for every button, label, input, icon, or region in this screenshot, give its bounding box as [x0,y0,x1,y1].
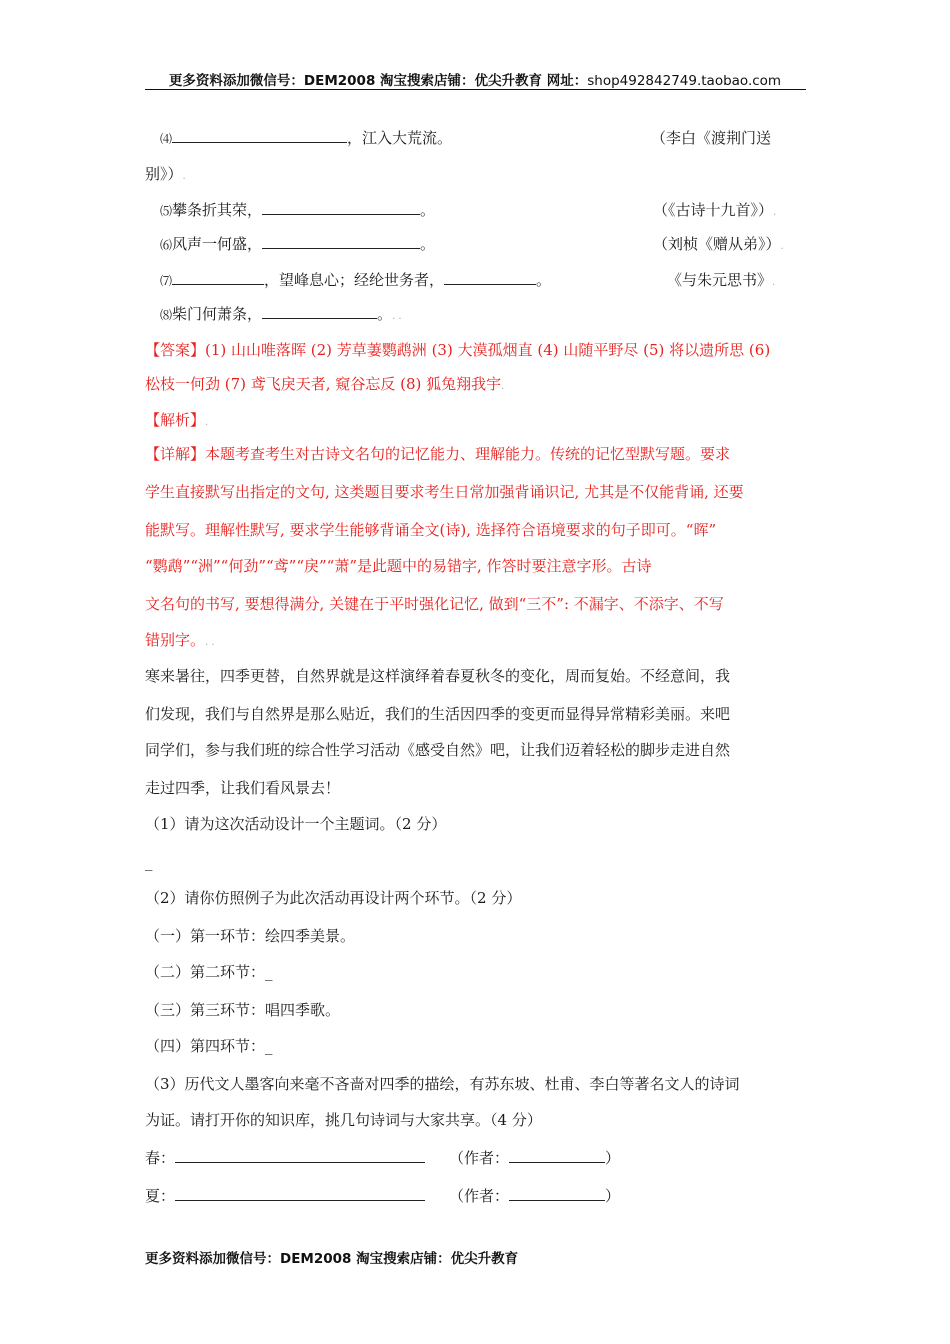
answer-blank [172,270,264,285]
detail-line-2: 学生直接默写出指定的文句, 这类题目要求考生日常加强背诵识记, 尤其是不仅能背诵, 还要 [145,483,744,501]
author-blank [509,1148,605,1163]
author-close: ） [605,1187,621,1205]
summer-label: 夏： [145,1187,176,1205]
answer-blank [444,270,536,285]
summer-row [145,1186,620,1206]
answer-blank [262,234,420,249]
item-text-end: 。 [377,305,393,323]
detail-line-1: 【详解】本题考查考生对古诗文名句的记忆能力、理解能力。传统的记忆型默写题。要求 [145,445,731,463]
format-mark: . [182,171,186,182]
author-label: （作者： [449,1187,510,1205]
analysis-label [145,410,208,433]
answer-line-1: 【答案】(1) 山山唯落晖 (2) 芳草萋鹦鹉洲 (3) 大漠孤烟直 (4) 山随平野尽 (5) 将以遗所思 (6) [145,341,771,359]
item-7 [160,270,551,291]
source-text: （《古诗十九首》） [653,201,774,219]
answer-blank [262,304,377,319]
format-mark: . [205,417,209,428]
author-blank [509,1186,605,1201]
item-text-end: 。 [536,271,552,289]
step-4: （四）第四环节：_ [145,1037,273,1055]
step-1: （一）第一环节：绘四季美景。 [145,927,356,945]
passage-line-2: 们发现，我们与自然界是那么贴近，我们的生活因四季的变更而显得异常精彩美丽。来吧 [145,705,731,723]
item-4-source-cont [145,164,186,187]
item-text: ，望峰息心；经纶世务者， [264,271,445,289]
item-number: ⑹ [160,238,173,252]
detail-line-5: 文名句的书写, 要想得满分, 关键在于平时强化记忆, 做到“三不”: 不漏字、不添字、不写 [145,595,724,613]
answer-blank [172,128,347,143]
item-7-source [667,270,775,293]
source-text: （刘桢《赠从弟》） [653,235,781,253]
step-2: （二）第二环节：_ [145,963,273,981]
page-footer: 更多资料添加微信号：DEM2008 淘宝搜索店铺：优尖升教育 [145,1251,519,1267]
format-mark: . [772,277,776,288]
answer-blank [262,200,420,215]
item-6 [160,234,435,255]
format-mark: . . [392,311,402,322]
header-divider [145,89,806,90]
detail-line-3: 能默写。理解性默写, 要求学生能够背诵全文(诗), 选择符合语境要求的句子即可。“晖” [145,521,717,539]
author-close: ） [605,1149,621,1167]
question-1-blank: _ [145,853,153,871]
item-text: 风声一何盛， [172,235,263,253]
header-text: 更多资料添加微信号：DEM2008 淘宝搜索店铺：优尖升教育 网址： [168,73,588,89]
item-number: ⑻ [160,308,173,322]
format-mark: . [501,381,505,392]
question-3-line-2: 为证。请打开你的知识库，挑几句诗词与大家共享。（4 分） [145,1111,542,1129]
analysis-text: 【解析】 [145,411,206,429]
question-2: （2）请你仿照例子为此次活动再设计两个环节。（2 分） [145,889,522,907]
item-number: ⑺ [160,274,173,288]
detail-line-4: “鹦鹉”“洲”“何劲”“鸢”“戾”“萧”是此题中的易错字, 作答时要注意字形。古诗 [145,557,652,575]
spring-label: 春： [145,1149,176,1167]
answer-text: 松枝一何劲 (7) 鸢飞戾天者, 窥谷忘反 (8) 狐兔翔我宇 [145,375,502,393]
item-6-source [653,234,784,257]
page-header [145,69,805,89]
item-text: ，江入大荒流。 [347,129,453,147]
question-1: （1）请为这次活动设计一个主题词。（2 分） [145,815,447,833]
author-label: （作者： [449,1149,510,1167]
poem-blank [175,1186,425,1201]
item-number: ⑸ [160,204,173,218]
question-3-line-1: （3）历代文人墨客向来毫不吝啬对四季的描绘，有苏东坡、杜甫、李白等著名文人的诗词 [145,1075,740,1093]
item-4 [160,128,452,149]
item-text-end: 。 [420,235,436,253]
item-text: 攀条折其荣， [172,201,263,219]
format-mark: . [780,241,784,252]
item-number: ⑷ [160,132,173,146]
poem-blank [175,1148,425,1163]
passage-line-3: 同学们，参与我们班的综合性学习活动《感受自然》吧，让我们迈着轻松的脚步走进自然 [145,741,731,759]
item-5 [160,200,435,221]
spring-row [145,1148,620,1168]
item-4-source: （李白《渡荆门送 [651,129,772,147]
detail-text: 错别字。 [145,631,206,649]
format-mark: . [773,207,777,218]
passage-line-1: 寒来暑往，四季更替，自然界就是这样演绎着春夏秋冬的变化，周而复始。不经意间，我 [145,667,731,685]
item-text: 柴门何萧条， [172,305,263,323]
source-text: 《与朱元思书》 [667,271,773,289]
item-5-source [653,200,776,223]
detail-line-6 [145,630,215,653]
passage-line-4: 走过四季，让我们看风景去！ [145,779,341,797]
item-8 [160,304,402,327]
header-url: shop492842749.taobao.com [587,73,782,89]
source-text: 别》） [145,165,183,183]
answer-line-2 [145,374,504,397]
format-mark: . . [205,637,215,648]
item-text-end: 。 [420,201,436,219]
step-3: （三）第三环节：唱四季歌。 [145,1001,341,1019]
